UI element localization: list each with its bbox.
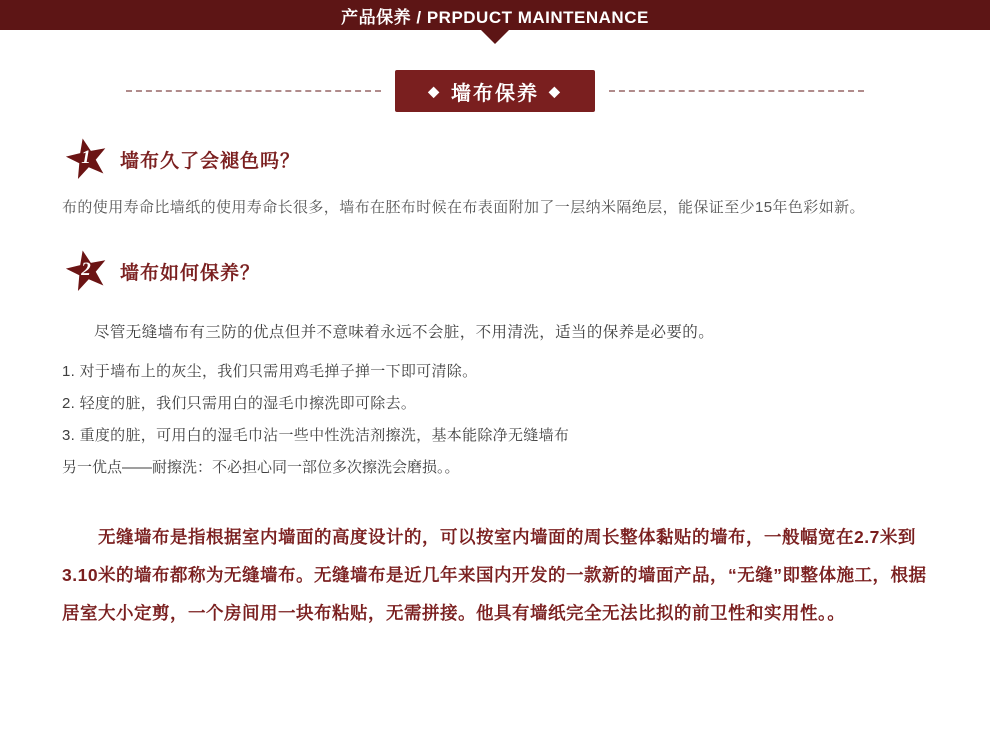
banner-title: 产品保养 / PRPDUCT MAINTENANCE (341, 7, 649, 27)
question-title-2: 墙布如何保养？ (120, 262, 261, 284)
section-title-row (0, 70, 990, 112)
question-heading-1 (62, 136, 928, 182)
star-badge-icon-1 (62, 136, 116, 182)
section-title-text: 墙布保养 (451, 82, 539, 105)
star-number-2: 2 (81, 259, 91, 280)
question-title-1: 墙布久了会褪色吗？ (120, 150, 301, 172)
diamond-left-icon: ◆ (428, 83, 441, 99)
page-banner (0, 0, 990, 30)
list-item: 2. 轻度的脏，我们只需用白的湿毛巾擦洗即可除去。 (62, 395, 417, 412)
star-badge-icon-2 (62, 248, 116, 294)
answer-paragraph-2: 尽管无缝墙布有三防的优点但并不意味着永远不会脏，不用清洗，适当的保养是必要的。 (94, 324, 715, 341)
answer-paragraph-1: 布的使用寿命比墙纸的使用寿命长很多，墙布在胚布时候在布表面附加了一层纳米隔绝层，能保证至少15年色彩如新。 (62, 199, 865, 216)
section-title-pill (395, 70, 595, 112)
question-heading-2 (62, 248, 928, 294)
list-item: 3. 重度的脏，可用白的湿毛巾沾一些中性洗洁剂擦洗，基本能除净无缝墙布 (62, 427, 570, 444)
diamond-right-icon: ◆ (549, 83, 562, 99)
maintenance-note: 另一优点——耐擦洗：不必担心同一部位多次擦洗会磨损。。 (62, 459, 460, 476)
dashed-divider-right (609, 90, 864, 92)
maintenance-step-list (62, 356, 928, 452)
list-item: 1. 对于墙布上的灰尘，我们只需用鸡毛掸子掸一下即可清除。 (62, 363, 478, 380)
banner-arrow-icon (481, 30, 509, 44)
dashed-divider-left (126, 90, 381, 92)
content-section (0, 136, 990, 632)
star-number-1: 1 (81, 147, 91, 168)
summary-paragraph: 无缝墙布是指根据室内墙面的高度设计的，可以按室内墙面的周长整体黏贴的墙布，一般幅宽在2.7米到3.10米的墙布都称为无缝墙布。无缝墙布是近几年来国内开发的一款新的墙面产品，“无缝”即整体施工，根据居室大小定剪，一个房间用一块布粘贴，无需拼接。他具有墙纸完全无法比拟的前卫性和实用性。。 (62, 527, 927, 623)
